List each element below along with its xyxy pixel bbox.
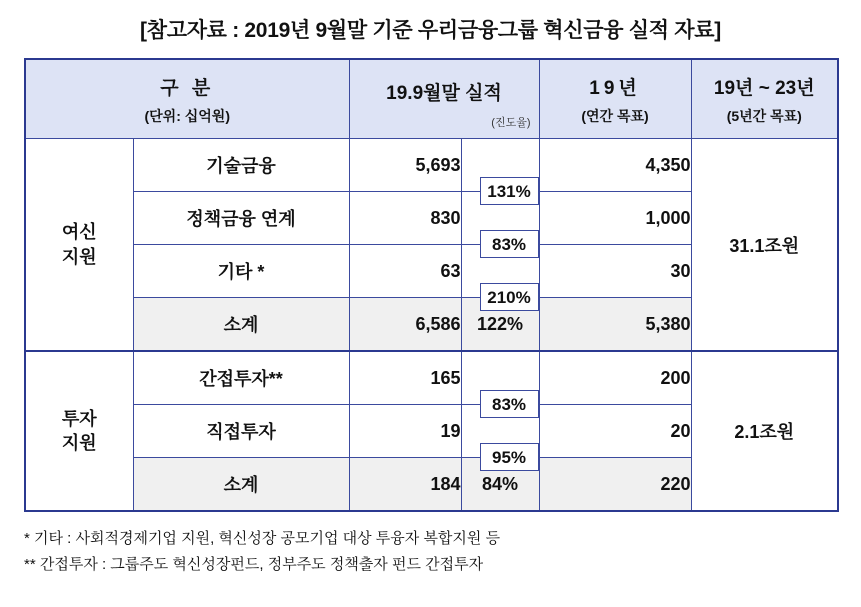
row-ratio-cell-indirect-investment	[461, 351, 539, 414]
row-ratio-etc: 210%	[480, 283, 539, 311]
row-item-policy-finance: 정책금융 연계	[133, 192, 349, 245]
header-division	[25, 59, 349, 139]
header-year-goal	[539, 59, 691, 139]
header-year-goal-top: 19년	[589, 77, 641, 99]
document-page	[0, 14, 861, 607]
row-ratio-policy-finance: 83%	[480, 230, 539, 258]
category-investment-support-line1: 투자	[61, 408, 97, 429]
innovation-finance-table	[24, 58, 839, 512]
table-row	[25, 351, 838, 405]
category-credit-support-line1: 여신	[61, 222, 97, 243]
header-performance-note: (진도율)	[491, 117, 531, 129]
row-goal-direct-investment: 20	[539, 405, 691, 458]
row-actual-policy-finance: 830	[349, 192, 461, 245]
row-goal-credit-subtotal: 5,380	[539, 298, 691, 352]
category-investment-support-line2: 지원	[61, 433, 97, 453]
header-division-label: 구 분	[160, 77, 215, 99]
row-goal-policy-finance: 1,000	[539, 192, 691, 245]
row-item-etc: 기타 *	[133, 245, 349, 298]
category-credit-support	[25, 139, 133, 352]
row-ratio-indirect-investment: 83%	[480, 390, 539, 418]
footnote-indirect-investment: ** 간접투자 : 그룹주도 혁신성장펀드, 정부주도 정책출자 펀드 간접투자	[24, 556, 484, 574]
row-actual-tech-finance: 5,693	[349, 139, 461, 192]
header-division-unit: (단위: 십억원)	[144, 107, 230, 124]
row-goal-tech-finance: 4,350	[539, 139, 691, 192]
page-title: [참고자료 : 2019년 9월말 기준 우리금융그룹 혁신금융 실적 자료]	[140, 19, 721, 42]
table-header	[25, 59, 838, 139]
row-ratio-investment-subtotal: 84%	[461, 458, 539, 512]
row-actual-credit-subtotal: 6,586	[349, 298, 461, 352]
row-ratio-credit-subtotal: 122%	[461, 298, 539, 352]
footnote-etc: * 기타 : 사회적경제기업 지원, 혁신성장 공모기업 대상 투융자 복합지원 등	[24, 530, 501, 547]
row-goal-indirect-investment: 200	[539, 351, 691, 405]
header-five-year-top: 19년 ~ 23년	[713, 77, 815, 99]
row-actual-etc: 63	[349, 245, 461, 298]
row-goal-investment-subtotal: 220	[539, 458, 691, 512]
row-item-indirect-investment: 간접투자**	[133, 351, 349, 405]
category-investment-support	[25, 351, 133, 511]
footnotes	[24, 526, 837, 579]
five-year-goal-investment-support: 2.1조원	[691, 351, 838, 511]
row-ratio-tech-finance: 131%	[480, 177, 539, 205]
header-performance-label: 19.9월말 실적	[386, 83, 502, 104]
five-year-goal-credit-support: 31.1조원	[691, 139, 838, 352]
header-year-goal-bottom: (연간 목표)	[581, 107, 649, 124]
row-item-investment-subtotal: 소계	[133, 458, 349, 512]
row-item-credit-subtotal: 소계	[133, 298, 349, 352]
row-item-tech-finance: 기술금융	[133, 139, 349, 192]
table-row	[25, 139, 838, 192]
header-five-year-bottom: (5년간 목표)	[726, 107, 802, 124]
row-ratio-cell-tech-finance	[461, 139, 539, 201]
header-five-year-goal	[691, 59, 838, 139]
row-goal-etc: 30	[539, 245, 691, 298]
row-actual-investment-subtotal: 184	[349, 458, 461, 512]
header-performance	[349, 59, 539, 139]
row-actual-indirect-investment: 165	[349, 351, 461, 405]
row-ratio-direct-investment: 95%	[480, 443, 539, 471]
category-credit-support-line2: 지원	[61, 246, 97, 267]
table-body	[25, 139, 838, 512]
row-item-direct-investment: 직접투자	[133, 405, 349, 458]
row-actual-direct-investment: 19	[349, 405, 461, 458]
